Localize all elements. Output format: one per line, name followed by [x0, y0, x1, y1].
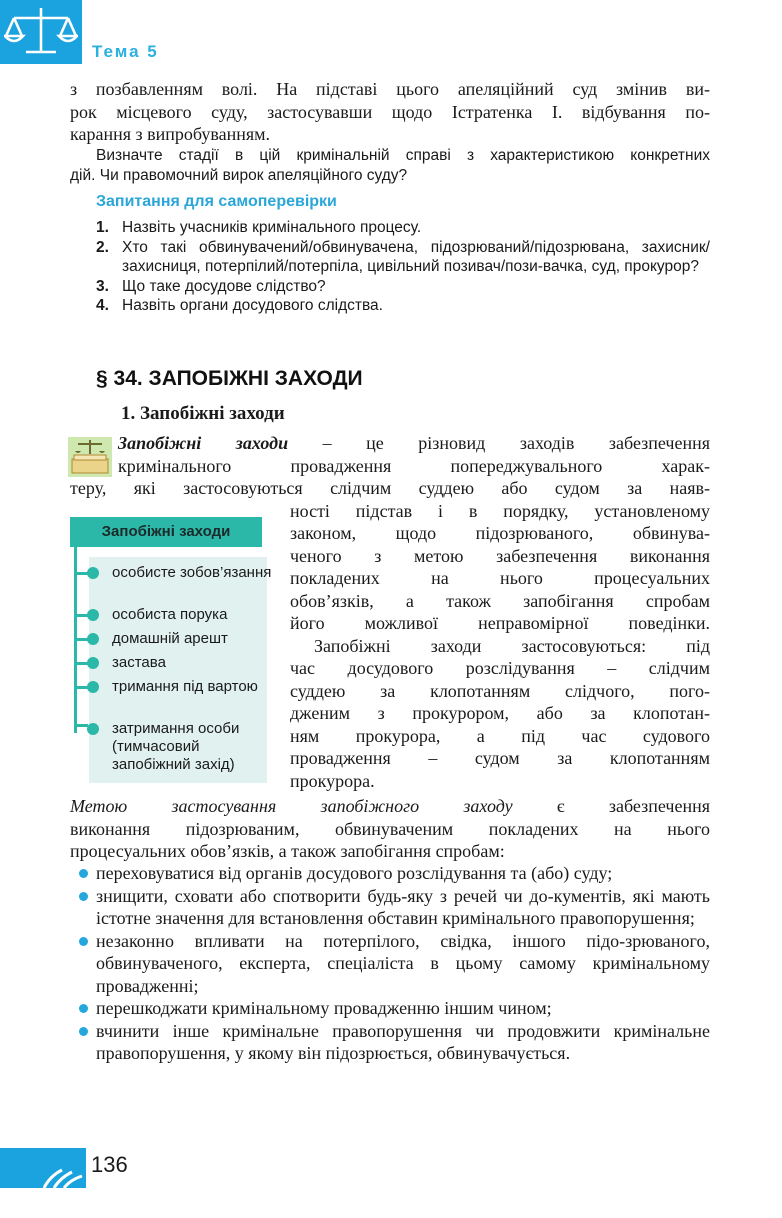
question-number: 1.	[96, 219, 109, 236]
purpose-term: Метою застосування запобіжного заходу	[70, 796, 513, 816]
definition-line-13: дженим з прокурором, або за клопотан-	[290, 703, 710, 723]
task-line-1: Визначте стадії в цій кримінальній справі з характеристикою конкретних	[96, 147, 710, 164]
question-number: 2.	[96, 238, 109, 256]
scales-icon	[4, 4, 78, 60]
list-item: незаконно впливати на потерпілого, свідка, іншого підо-зрюваного, обвинуваченого, експерта, спеціаліста в цьому самому кримінальному провадженні;	[78, 930, 710, 998]
bullet-dot-icon	[87, 657, 99, 669]
list-item: переховуватися від органів досудового розслідування та (або) суду;	[78, 862, 710, 885]
task-line-2: дій. Чи правомочний вирок апеляційного суду?	[70, 166, 408, 184]
bullet-dot-icon	[79, 937, 88, 946]
question-item	[96, 238, 710, 277]
purpose-line-3: процесуальних обов’язків, а також запобігання спробам:	[70, 841, 505, 861]
definition-line-10: Запобіжні заходи застосовуються: під	[314, 635, 710, 656]
purpose-line-1: Метою застосування запобіжного заходу є забезпечення	[70, 796, 710, 816]
question-text: Що таке досудове слідство?	[122, 277, 326, 295]
question-item	[96, 218, 710, 238]
page-footer-badge	[0, 1148, 86, 1188]
signal-waves-icon	[0, 1148, 86, 1188]
list-item: вчинити інше кримінальне правопорушення чи продовжити кримінальне правопорушення, у якому він підозрюється, обвинувачується.	[78, 1020, 710, 1065]
bullet-dot-icon	[79, 1004, 88, 1013]
question-number: 4.	[96, 297, 109, 314]
purpose-bullet-list	[78, 862, 710, 1065]
subsection-title: 1. Запобіжні заходи	[121, 403, 285, 424]
intro-line-1: з позбавленням волі. На підставі цього апеляційний суд змінив ви-	[70, 79, 710, 99]
bullet-dot-icon	[87, 567, 99, 579]
definition-line-8: обов’язків, а також запобігання спробам	[290, 590, 710, 611]
question-item	[96, 277, 710, 297]
definition-line-5: законом, щодо підозрюваного, обвинува-	[290, 523, 710, 543]
definition-line-11: час досудового розслідування – слідчим	[290, 658, 710, 678]
intro-line-3: карання з випробуванням.	[70, 124, 271, 144]
definition-line-7: покладених на нього процесуальних	[290, 568, 710, 588]
definition-line-14: ням прокурора, а під час судового	[290, 725, 710, 746]
definition-line-16: прокурора.	[290, 770, 375, 791]
topic-label: Тема 5	[92, 42, 159, 61]
bullet-dot-icon	[87, 681, 99, 693]
bullet-dot-icon	[79, 869, 88, 878]
bullet-dot-icon	[87, 609, 99, 621]
definition-line-3: теру, які застосовуються слідчим суддею або судом за наяв-	[70, 478, 710, 498]
definition-line-15: провадження – судом за клопотанням	[290, 748, 710, 768]
purpose-line-2: виконання підозрюваним, обвинуваченим покладених на нього	[70, 818, 710, 839]
topic-badge	[0, 0, 82, 64]
definition-term: Запобіжні заходи	[118, 433, 289, 453]
list-item: перешкоджати кримінальному провадженню іншим чином;	[78, 997, 710, 1020]
definition-line-12: суддею за клопотанням слідчого, пого-	[290, 680, 710, 701]
definition-line-4: ності підстав і в порядку, установленому	[290, 500, 710, 521]
definition-line-9: його можливої неправомірної поведінки.	[290, 613, 710, 633]
question-item	[96, 296, 710, 316]
diagram-title: Запобіжні заходи	[70, 517, 262, 547]
question-number: 3.	[96, 277, 109, 295]
page-number: 136	[91, 1152, 128, 1177]
definition-line-6: ченого з метою забезпечення виконання	[290, 545, 710, 566]
bullet-dot-icon	[79, 1027, 88, 1036]
bullet-dot-icon	[87, 633, 99, 645]
question-text: Назвіть органи досудового слідства.	[122, 297, 383, 314]
question-text: Хто такі обвинувачений/обвинувачена, підозрюваний/підозрювана, захисник/захисниця, потерпілий/потерпіла, цивільний позивач/пози-вачка, суд, прокурор?	[122, 238, 710, 275]
self-check-list	[96, 218, 710, 316]
intro-line-2: рок місцевого суду, застосувавши щодо Істратенка І. відбування по-	[70, 101, 710, 122]
self-check-heading: Запитання для самоперевірки	[96, 193, 337, 210]
section-title: § 34. ЗАПОБІЖНІ ЗАХОДИ	[96, 367, 363, 390]
definition-line-1: Запобіжні заходи – це різновид заходів забезпечення	[118, 433, 711, 453]
definition-line-2: кримінального провадження попереджувального харак-	[118, 455, 710, 476]
textbook-icon	[68, 437, 112, 477]
list-item: знищити, сховати або спотворити будь-яку з речей чи до-кументів, які мають істотне значення для встановлення обставин кримінального правопорушення;	[78, 885, 710, 930]
question-text: Назвіть учасників кримінального процесу.	[122, 219, 422, 236]
bullet-dot-icon	[79, 892, 88, 901]
bullet-dot-icon	[87, 723, 99, 735]
